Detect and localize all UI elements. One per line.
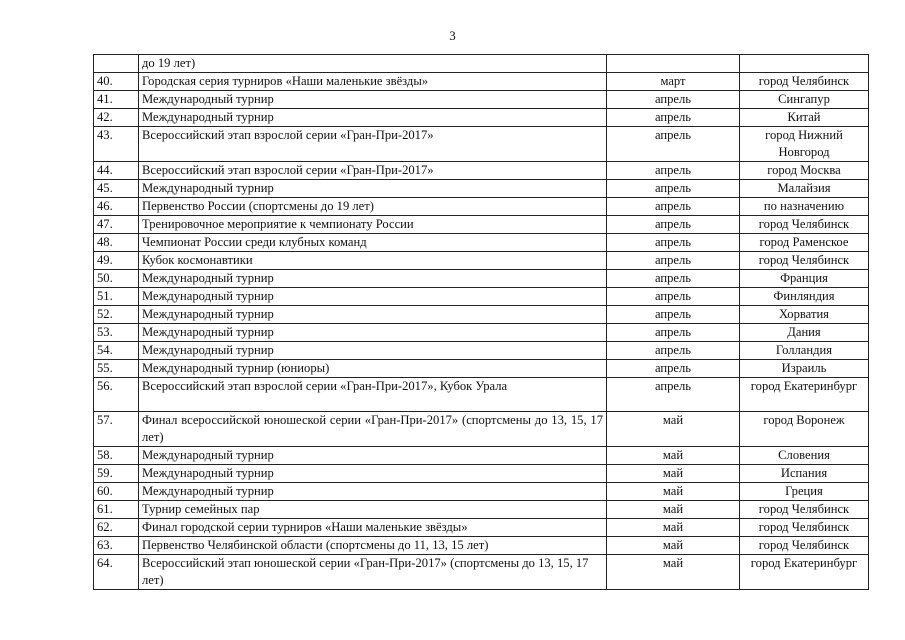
table-row — [94, 483, 869, 501]
table-row — [94, 127, 869, 162]
event-place: Хорватия — [740, 306, 869, 324]
event-month: май — [607, 501, 740, 519]
table-row — [94, 537, 869, 555]
table-row — [94, 288, 869, 306]
page-number: 3 — [449, 28, 456, 43]
event-name: Всероссийский этап взрослой серии «Гран-При-2017» — [139, 127, 607, 162]
event-name: Всероссийский этап взрослой серии «Гран-При-2017», Кубок Урала — [139, 378, 607, 412]
event-month: апрель — [607, 252, 740, 270]
event-place: город Екатеринбург — [740, 555, 869, 590]
row-number: 54. — [94, 342, 139, 360]
event-place: город Раменское — [740, 234, 869, 252]
event-place: Франция — [740, 270, 869, 288]
event-name: Турнир семейных пар — [139, 501, 607, 519]
event-place: Финляндия — [740, 288, 869, 306]
event-name: Чемпионат России среди клубных команд — [139, 234, 607, 252]
row-number: 56. — [94, 378, 139, 412]
event-name: Первенство России (спортсмены до 19 лет) — [139, 198, 607, 216]
table-row — [94, 501, 869, 519]
event-name: Международный турнир — [139, 465, 607, 483]
event-month: апрель — [607, 127, 740, 162]
event-place: Испания — [740, 465, 869, 483]
row-number: 46. — [94, 198, 139, 216]
event-month: апрель — [607, 342, 740, 360]
event-month: апрель — [607, 234, 740, 252]
event-month: апрель — [607, 288, 740, 306]
event-month: апрель — [607, 162, 740, 180]
event-name: Всероссийский этап юношеской серии «Гран-При-2017» (спортсмены до 13, 15, 17 лет) — [139, 555, 607, 590]
event-month: апрель — [607, 378, 740, 412]
row-number: 61. — [94, 501, 139, 519]
table-row — [94, 91, 869, 109]
event-place: город Москва — [740, 162, 869, 180]
event-month: март — [607, 73, 740, 91]
row-number: 45. — [94, 180, 139, 198]
event-place: город Воронеж — [740, 412, 869, 447]
event-name: Международный турнир — [139, 342, 607, 360]
event-name: Первенство Челябинской области (спортсмены до 11, 13, 15 лет) — [139, 537, 607, 555]
row-number: 63. — [94, 537, 139, 555]
event-place: город Челябинск — [740, 519, 869, 537]
event-name: до 19 лет) — [139, 55, 607, 73]
row-number: 43. — [94, 127, 139, 162]
event-place: Греция — [740, 483, 869, 501]
event-month: апрель — [607, 216, 740, 234]
table-row — [94, 412, 869, 447]
event-name: Финал городской серии турниров «Наши маленькие звёзды» — [139, 519, 607, 537]
table-row — [94, 324, 869, 342]
event-place: город Екатеринбург — [740, 378, 869, 412]
event-place: Словения — [740, 447, 869, 465]
row-number: 55. — [94, 360, 139, 378]
event-month: май — [607, 412, 740, 447]
row-number — [94, 55, 139, 73]
events-table — [93, 54, 869, 590]
table-row — [94, 198, 869, 216]
event-place: город Челябинск — [740, 537, 869, 555]
event-place: город Челябинск — [740, 252, 869, 270]
event-place: Китай — [740, 109, 869, 127]
event-month: май — [607, 519, 740, 537]
table-row — [94, 252, 869, 270]
event-name: Международный турнир — [139, 91, 607, 109]
table-row — [94, 270, 869, 288]
row-number: 42. — [94, 109, 139, 127]
table-row — [94, 109, 869, 127]
row-number: 59. — [94, 465, 139, 483]
event-month: май — [607, 465, 740, 483]
row-number: 51. — [94, 288, 139, 306]
event-name: Финал всероссийской юношеской серии «Гран-При-2017» (спортсмены до 13, 15, 17 лет) — [139, 412, 607, 447]
event-place: город Челябинск — [740, 216, 869, 234]
row-number: 40. — [94, 73, 139, 91]
event-name: Международный турнир (юниоры) — [139, 360, 607, 378]
row-number: 49. — [94, 252, 139, 270]
event-place: по назначению — [740, 198, 869, 216]
event-place: город Челябинск — [740, 73, 869, 91]
event-place: город Нижний Новгород — [740, 127, 869, 162]
row-number: 60. — [94, 483, 139, 501]
event-month: май — [607, 447, 740, 465]
table-row — [94, 555, 869, 590]
table-row — [94, 73, 869, 91]
event-place: Сингапур — [740, 91, 869, 109]
event-name: Международный турнир — [139, 447, 607, 465]
table-row — [94, 306, 869, 324]
table-row — [94, 360, 869, 378]
event-month: май — [607, 555, 740, 590]
table-row — [94, 465, 869, 483]
row-number: 58. — [94, 447, 139, 465]
event-place — [740, 55, 869, 73]
event-name: Международный турнир — [139, 324, 607, 342]
table-row — [94, 378, 869, 412]
event-place: город Челябинск — [740, 501, 869, 519]
event-month: май — [607, 483, 740, 501]
row-number: 48. — [94, 234, 139, 252]
event-name: Международный турнир — [139, 109, 607, 127]
event-month: апрель — [607, 91, 740, 109]
event-month: апрель — [607, 109, 740, 127]
event-place: Израиль — [740, 360, 869, 378]
event-month: май — [607, 537, 740, 555]
table-row — [94, 447, 869, 465]
table-row — [94, 234, 869, 252]
event-month: апрель — [607, 198, 740, 216]
event-name: Международный турнир — [139, 270, 607, 288]
event-place: Дания — [740, 324, 869, 342]
event-name: Всероссийский этап взрослой серии «Гран-При-2017» — [139, 162, 607, 180]
event-name: Международный турнир — [139, 180, 607, 198]
event-name: Международный турнир — [139, 306, 607, 324]
event-place: Голландия — [740, 342, 869, 360]
row-number: 50. — [94, 270, 139, 288]
table-row — [94, 55, 869, 73]
event-month: апрель — [607, 180, 740, 198]
event-name: Международный турнир — [139, 288, 607, 306]
table-row — [94, 162, 869, 180]
event-name: Тренировочное мероприятие к чемпионату России — [139, 216, 607, 234]
event-month: апрель — [607, 360, 740, 378]
row-number: 57. — [94, 412, 139, 447]
event-name: Кубок космонавтики — [139, 252, 607, 270]
event-name: Международный турнир — [139, 483, 607, 501]
row-number: 52. — [94, 306, 139, 324]
row-number: 47. — [94, 216, 139, 234]
row-number: 53. — [94, 324, 139, 342]
row-number: 62. — [94, 519, 139, 537]
table-row — [94, 342, 869, 360]
event-name: Городская серия турниров «Наши маленькие звёзды» — [139, 73, 607, 91]
event-month: апрель — [607, 306, 740, 324]
event-place: Малайзия — [740, 180, 869, 198]
event-month: апрель — [607, 324, 740, 342]
event-month — [607, 55, 740, 73]
row-number: 64. — [94, 555, 139, 590]
row-number: 41. — [94, 91, 139, 109]
table-row — [94, 519, 869, 537]
row-number: 44. — [94, 162, 139, 180]
event-month: апрель — [607, 270, 740, 288]
table-row — [94, 180, 869, 198]
table-row — [94, 216, 869, 234]
